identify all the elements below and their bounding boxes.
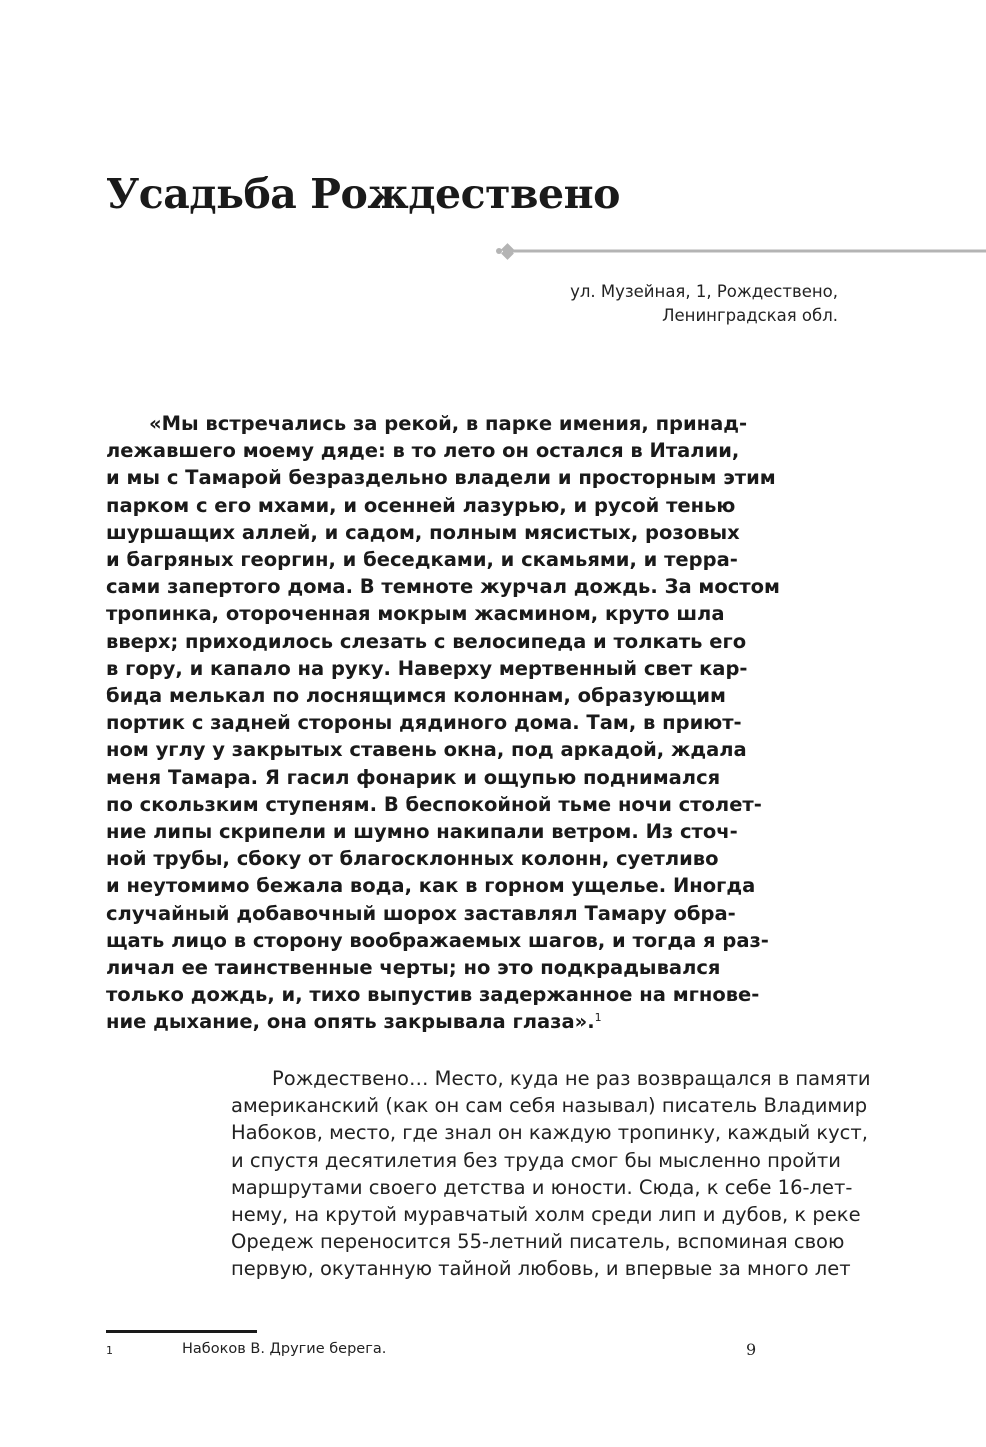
quote-line: щать лицо в сторону воображаемых шагов, и тогда я раз- <box>106 928 769 952</box>
footnote-rule <box>106 1330 257 1333</box>
quote-line-last <box>106 1008 716 1035</box>
body-line: Рождествено… Место, куда не раз возвращался в памяти <box>272 1067 871 1090</box>
chapter-title: Усадьба Рождествено <box>106 170 620 218</box>
quote-line: тропинка, отороченная мокрым жасмином, круто шла <box>106 602 725 626</box>
quote-line: «Мы встречались за рекой, в парке имения, принад- <box>149 412 748 435</box>
epigraph-quote <box>106 410 780 1036</box>
address-line-1: ул. Музейная, 1, Рождествено, <box>570 282 838 301</box>
ornament-divider <box>494 241 986 261</box>
quote-line: и неутомимо бежала вода, как в горном ущелье. Иногда <box>106 874 756 898</box>
ornament-line <box>512 250 986 253</box>
quote-line: в гору, и капало на руку. Наверху мертвенный свет кар- <box>106 656 748 680</box>
body-line: первую, окутанную тайной любовь, и впервые за много лет <box>231 1257 851 1281</box>
footnote-number: 1 <box>106 1344 113 1357</box>
quote-line: личал ее таинственные черты; но это подкрадывался <box>106 956 721 980</box>
quote-line: бида мелькал по лоснящимся колоннам, образующим <box>106 684 726 708</box>
quote-line: вверх; приходилось слезать с велосипеда и толкать его <box>106 629 747 653</box>
body-paragraph <box>231 1065 871 1283</box>
quote-line: и багряных георгин, и беседками, и скамьями, и терра- <box>106 548 738 572</box>
quote-line-text: ние дыхание, она опять закрывала глаза». <box>106 1010 595 1034</box>
body-line: Набоков, место, где знал он каждую тропинку, каждый куст, <box>231 1121 868 1145</box>
quote-line: ном углу у закрытых ставень окна, под аркадой, ждала <box>106 738 747 762</box>
quote-line: лежавшего моему дяде: в то лето он остался в Италии, <box>106 439 740 463</box>
body-line: американский (как он сам себя называл) писатель Владимир <box>231 1094 868 1118</box>
footnote-text: Набоков В. Другие берега. <box>182 1341 387 1357</box>
body-line: и спустя десятилетия без труда смог бы мысленно пройти <box>231 1148 841 1172</box>
body-line: Оредеж переносится 55-летний писатель, вспоминая свою <box>231 1230 845 1254</box>
quote-line: шуршащих аллей, и садом, полным мясистых, розовых <box>106 520 740 544</box>
ornament-dot-icon <box>496 248 502 254</box>
address <box>480 280 838 328</box>
quote-line: случайный добавочный шорох заставлял Тамару обра- <box>106 901 736 925</box>
address-line-2: Ленинградская обл. <box>662 306 838 325</box>
quote-line: парком с его мхами, и осенней лазурью, и русой тенью <box>106 493 736 517</box>
quote-line: только дождь, и, тихо выпустив задержанное на мгнове- <box>106 983 760 1007</box>
body-line: нему, на крутой муравчатый холм среди лип и дубов, к реке <box>231 1203 861 1227</box>
quote-line: ной трубы, сбоку от благосклонных колонн, суетливо <box>106 847 719 871</box>
quote-line: по скользким ступеням. В беспокойной тьме ночи столет- <box>106 792 762 816</box>
quote-line: меня Тамара. Я гасил фонарик и ощупью поднимался <box>106 765 721 789</box>
quote-line: ние липы скрипели и шумно накипали ветром. Из сточ- <box>106 820 738 844</box>
body-line: маршрутами своего детства и юности. Сюда, к себе 16-лет- <box>231 1175 853 1199</box>
footnote-reference[interactable]: 1 <box>594 1011 602 1025</box>
page-number: 9 <box>746 1340 757 1359</box>
quote-line: сами запертого дома. В темноте журчал дождь. За мостом <box>106 575 780 599</box>
quote-line: портик с задней стороны дядиного дома. Там, в приют- <box>106 711 742 735</box>
quote-line: и мы с Тамарой безраздельно владели и просторным этим <box>106 466 776 490</box>
